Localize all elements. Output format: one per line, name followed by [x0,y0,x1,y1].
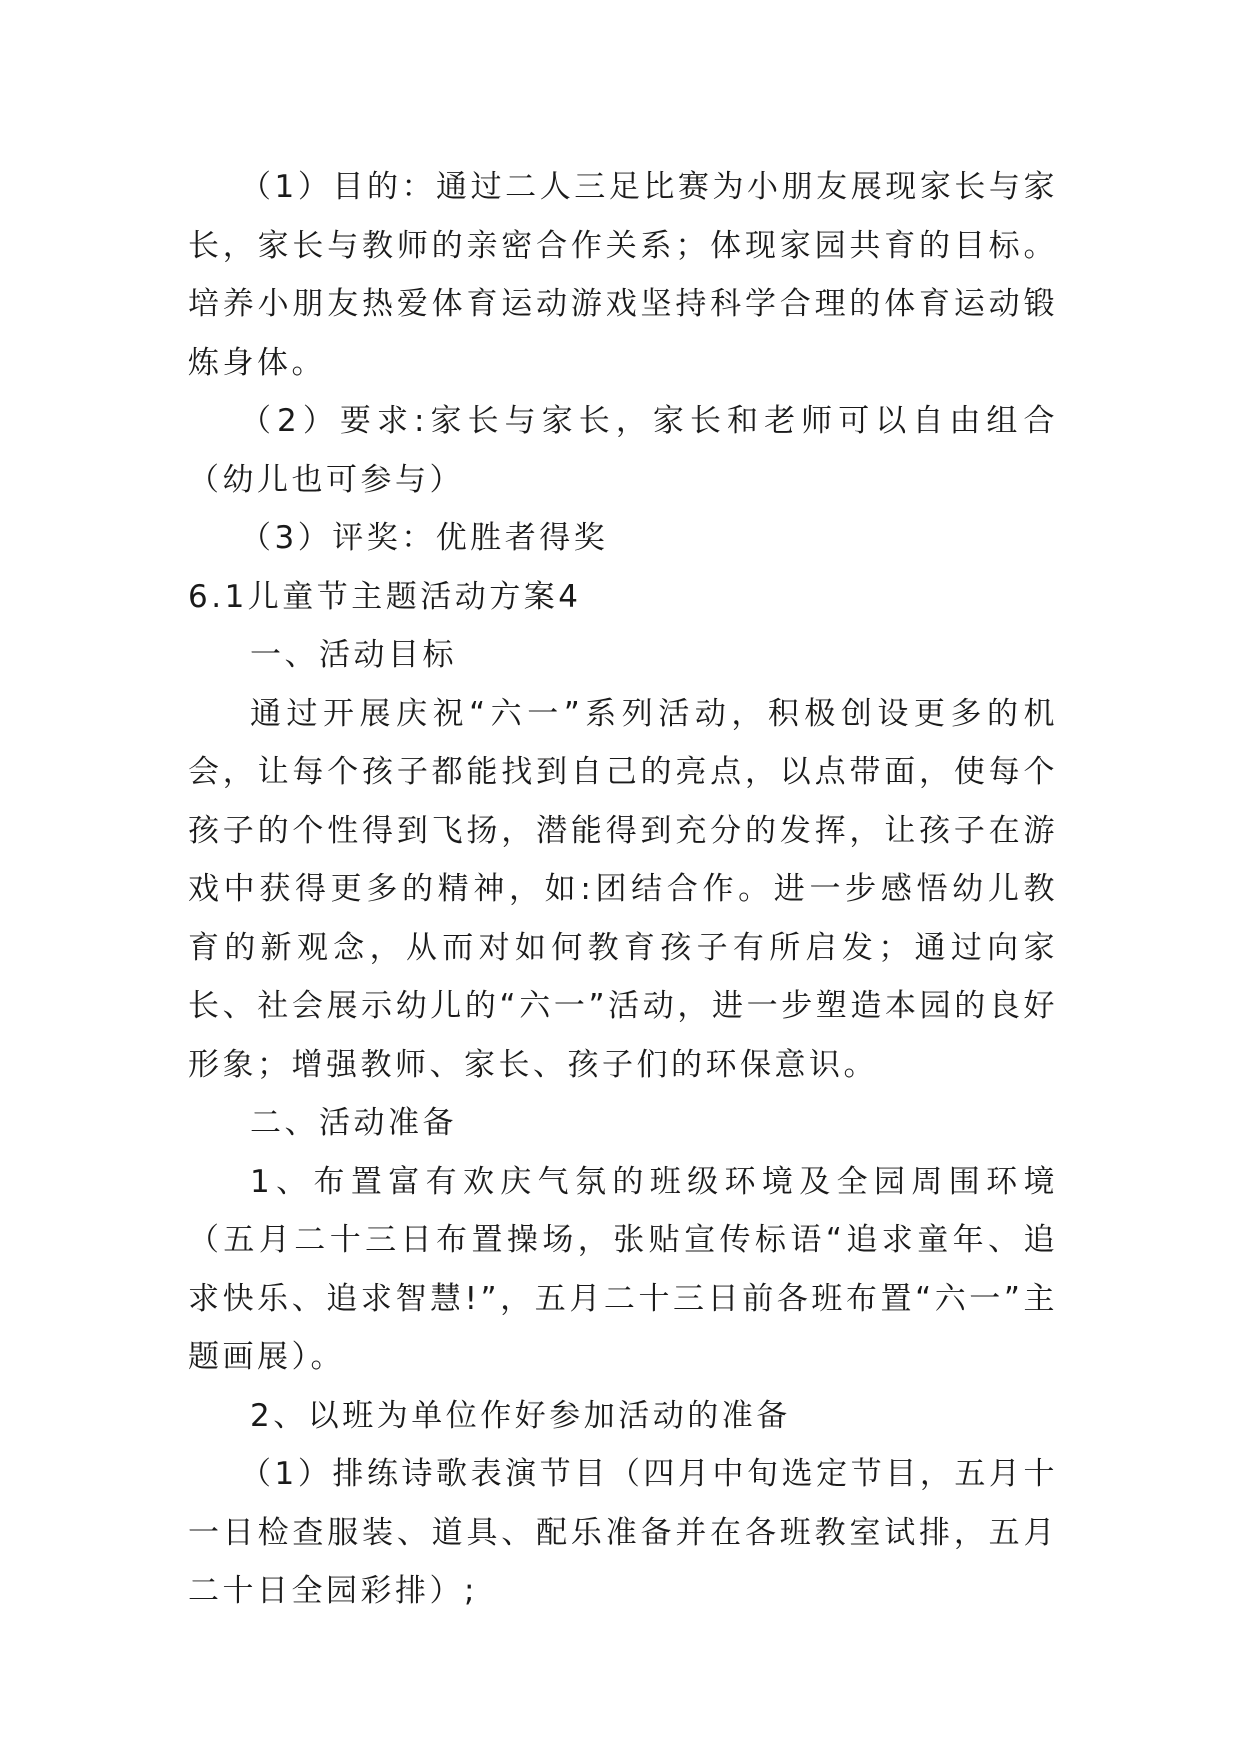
paragraph-preparation-1: 1、布置富有欢庆气氛的班级环境及全园周围环境（五月二十三日布置操场，张贴宣传标语“追求童年、追求快乐、追求智慧!”，五月二十三日前各班布置“六一”主题画展）。 [188,1163,1058,1375]
paragraph-preparation-2-1: （1）排练诗歌表演节目（四月中旬选定节目，五月十一日检查服装、道具、配乐准备并在各班教室试排，五月二十日全园彩排）; [188,1456,1058,1609]
paragraph-goals-body: 通过开展庆祝“六一”系列活动，积极创设更多的机会，让每个孩子都能找到自己的亮点，以点带面，使每个孩子的个性得到飞扬，潜能得到充分的发挥，让孩子在游戏中获得更多的精神，如:团结合作。进一步感悟幼儿教育的新观念，从而对如何教育孩子有所启发；通过向家长、社会展示幼儿的“六一”活动，进一步塑造本园的良好形象；增强教师、家长、孩子们的环保意识。 [188,695,1058,1083]
paragraph-preparation-2: 2、以班为单位作好参加活动的准备 [250,1397,791,1434]
paragraph-objective: （1）目的：通过二人三足比赛为小朋友展现家长与家长，家长与教师的亲密合作关系；体现家园共育的目标。培养小朋友热爱体育运动游戏坚持科学合理的体育运动锻炼身体。 [188,169,1058,381]
heading-activity-goals: 一、活动目标 [250,637,457,673]
paragraph-requirements: （2）要求:家长与家长，家长和老师可以自由组合（幼儿也可参与） [188,403,1058,498]
paragraph-awards: （3）评奖：优胜者得奖 [240,520,609,556]
document-body [188,158,1058,1621]
section-title: 6.1儿童节主题活动方案4 [188,578,582,615]
heading-activity-preparation: 二、活动准备 [250,1105,457,1141]
